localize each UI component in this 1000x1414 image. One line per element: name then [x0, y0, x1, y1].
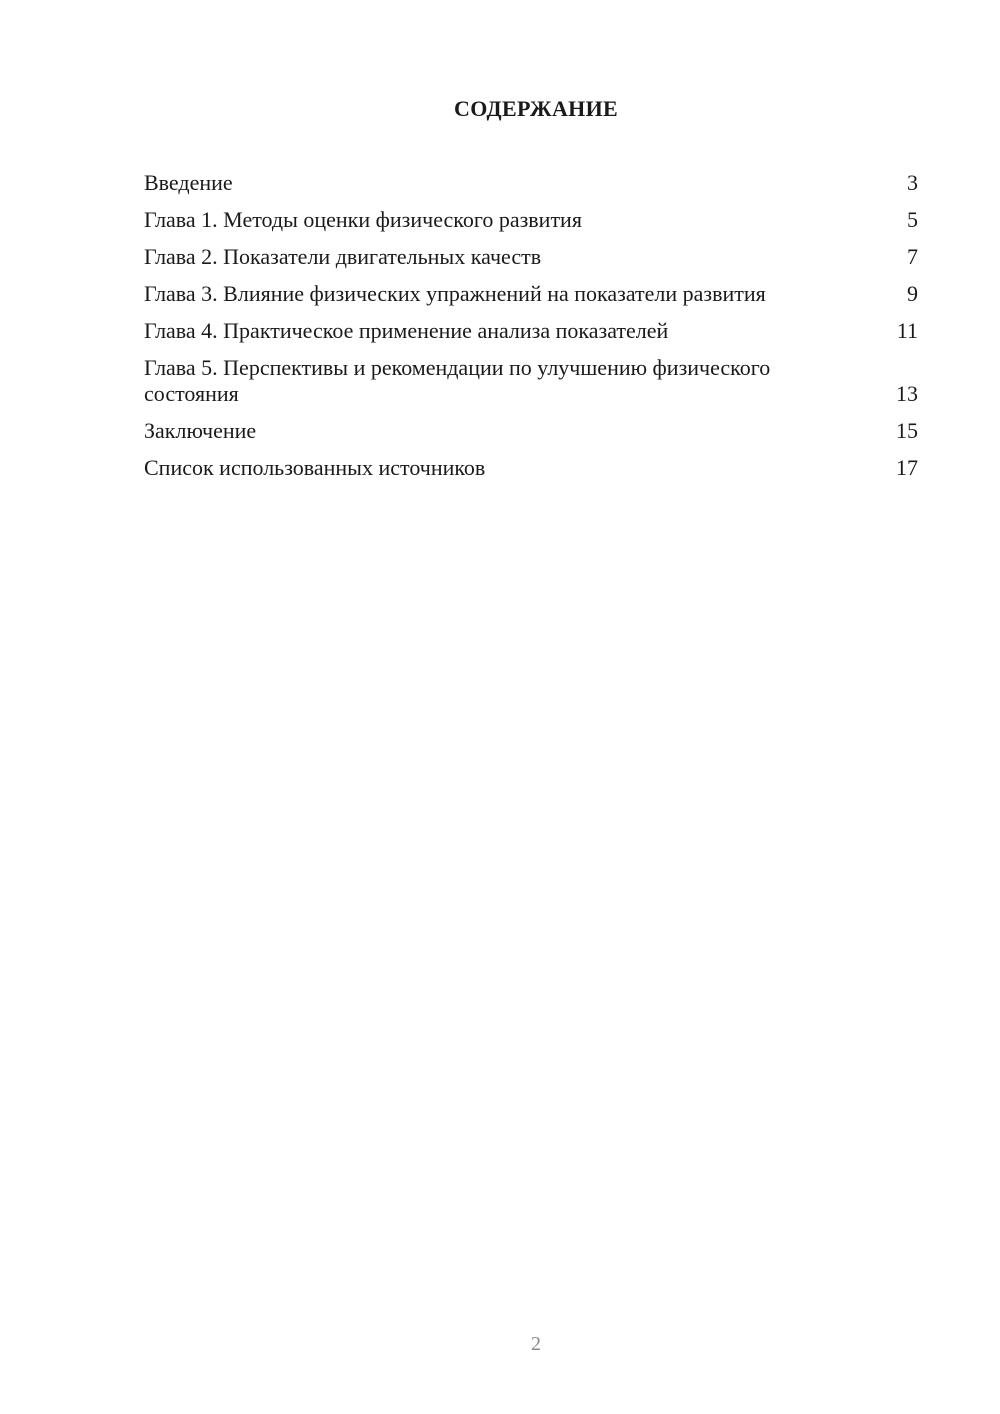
toc-entry-references[interactable]	[144, 455, 918, 481]
toc-entry-introduction[interactable]	[144, 170, 918, 196]
toc-entry-page: 5	[907, 207, 918, 232]
toc-entry-label: Заключение	[144, 418, 257, 443]
toc-entry-conclusion[interactable]	[144, 418, 918, 444]
toc-entry-label: Список использованных источников	[144, 455, 486, 480]
toc-entry-chapter-4[interactable]	[144, 318, 918, 344]
toc-entry-page: 9	[907, 281, 918, 306]
toc-entry-label: Глава 2. Показатели двигательных качеств	[144, 244, 542, 269]
toc-entry-label: Глава 4. Практическое применение анализа показателей	[144, 318, 669, 343]
toc-entry-chapter-3[interactable]	[144, 281, 918, 307]
toc-entry-label: Глава 3. Влияние физических упражнений на показатели развития	[144, 281, 766, 306]
toc-entry-chapter-2[interactable]	[144, 244, 918, 270]
toc-entry-page: 3	[907, 170, 918, 195]
toc-entry-page: 13	[896, 381, 918, 406]
toc-entry-chapter-1[interactable]	[144, 207, 918, 233]
toc-entry-label: Глава 1. Методы оценки физического развития	[144, 207, 582, 232]
toc-entry-page: 11	[896, 318, 918, 343]
toc-entry-label: Глава 5. Перспективы и рекомендации по улучшению физического состояния	[144, 355, 771, 406]
page-number: 2	[531, 1333, 541, 1355]
toc-entry-page: 7	[907, 244, 918, 269]
toc-entry-chapter-5[interactable]	[144, 355, 918, 407]
toc-entry-page: 15	[896, 418, 918, 443]
toc-entry-page: 17	[896, 455, 918, 480]
table-of-contents	[144, 170, 918, 492]
toc-title: СОДЕРЖАНИЕ	[454, 96, 618, 121]
toc-entry-label: Введение	[144, 170, 233, 195]
